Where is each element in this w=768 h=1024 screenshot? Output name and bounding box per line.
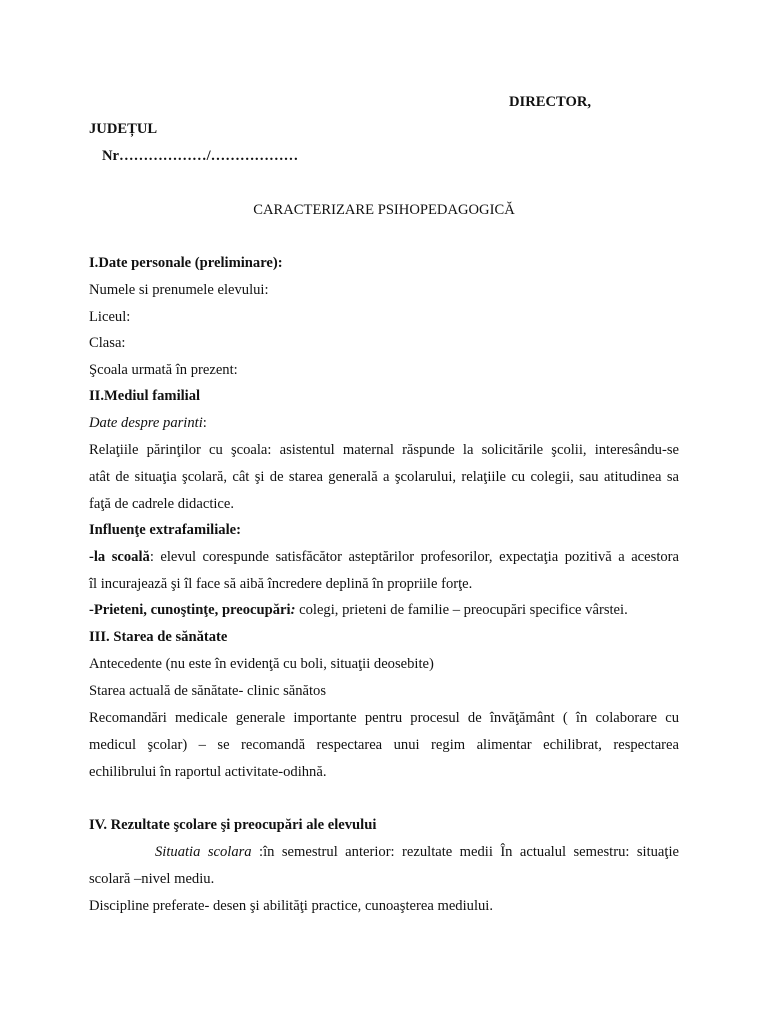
paragraph-line: Recomandări medicale generale importante pentru procesul de învăţământ ( în colaborare cu xyxy=(89,710,679,726)
section-4-heading: IV. Rezultate şcolare şi preocupări ale elevului xyxy=(89,817,377,833)
parents-subheading xyxy=(89,413,679,433)
friends-text: colegi, prieteni de familie – preocupări specifice vârstei. xyxy=(295,602,628,618)
antecedents-line: Antecedente (nu este în evidenţă cu boli, situaţii deosebite) xyxy=(89,656,434,672)
paragraph-line: îl incurajează şi îl face să aibă încredere deplină în propriile forţe. xyxy=(89,576,473,592)
parents-subheading-text: Date despre parinti xyxy=(89,415,203,431)
judet-label: JUDEȚUL xyxy=(89,121,158,137)
school-influence-text: : elevul corespunde satisfăcător asteptărilor profesorilor, expectaţia pozitivă a acestora xyxy=(149,549,680,565)
class-field: Clasa: xyxy=(89,335,126,351)
paragraph-line: Relaţiile părinţilor cu şcoala: asistentul maternal răspunde la solicitările şcolii, interesându-se xyxy=(89,442,679,458)
friends-label: -Prieteni, cunoştinţe, preocupări xyxy=(89,602,291,618)
paragraph-line: faţă de cadrele didactice. xyxy=(89,496,235,512)
section-3-heading: III. Starea de sănătate xyxy=(89,629,228,645)
registration-number: Nr………………/……………… xyxy=(102,148,299,164)
school-situation-label: Situatia scolara xyxy=(155,844,260,860)
paragraph-line: atât de situaţia şcolară, cât şi de starea generală a şcolarului, relaţiile cu colegii, sau atitudinea sa xyxy=(89,469,679,485)
paragraph-line: scolară –nivel mediu. xyxy=(89,871,215,887)
high-school-field: Liceul: xyxy=(89,309,131,325)
school-influence-label: -la scoală xyxy=(89,549,150,565)
friends-line xyxy=(89,600,679,620)
section-1-heading: I.Date personale (preliminare): xyxy=(89,255,283,271)
school-situation-text: :în semestrul anterior: rezultate medii În actualul semestru: situaţie xyxy=(259,844,679,860)
friends-colon: : xyxy=(290,602,296,618)
student-name-field: Numele si prenumele elevului: xyxy=(89,282,269,298)
document-title: CARACTERIZARE PSIHOPEDAGOGICĂ xyxy=(253,202,515,218)
health-status-line: Starea actuală de sănătate- clinic sănătos xyxy=(89,683,327,699)
parents-subheading-colon: : xyxy=(202,415,207,431)
preferred-subjects-line: Discipline preferate- desen şi abilităţi practice, cunoaşterea mediului. xyxy=(89,898,493,914)
extrafamilial-heading: Influenţe extrafamiliale: xyxy=(89,522,241,538)
school-influence-line xyxy=(89,547,679,567)
school-situation-line xyxy=(155,842,679,862)
section-2-heading: II.Mediul familial xyxy=(89,388,201,404)
current-school-field: Şcoala urmată în prezent: xyxy=(89,362,238,378)
paragraph-line: medicul şcolar) – se recomandă respectarea unui regim alimentar echilibrat, respectarea xyxy=(89,737,679,753)
director-label: DIRECTOR, xyxy=(509,94,592,110)
paragraph-line: echilibrului în raportul activitate-odihnă. xyxy=(89,764,327,780)
